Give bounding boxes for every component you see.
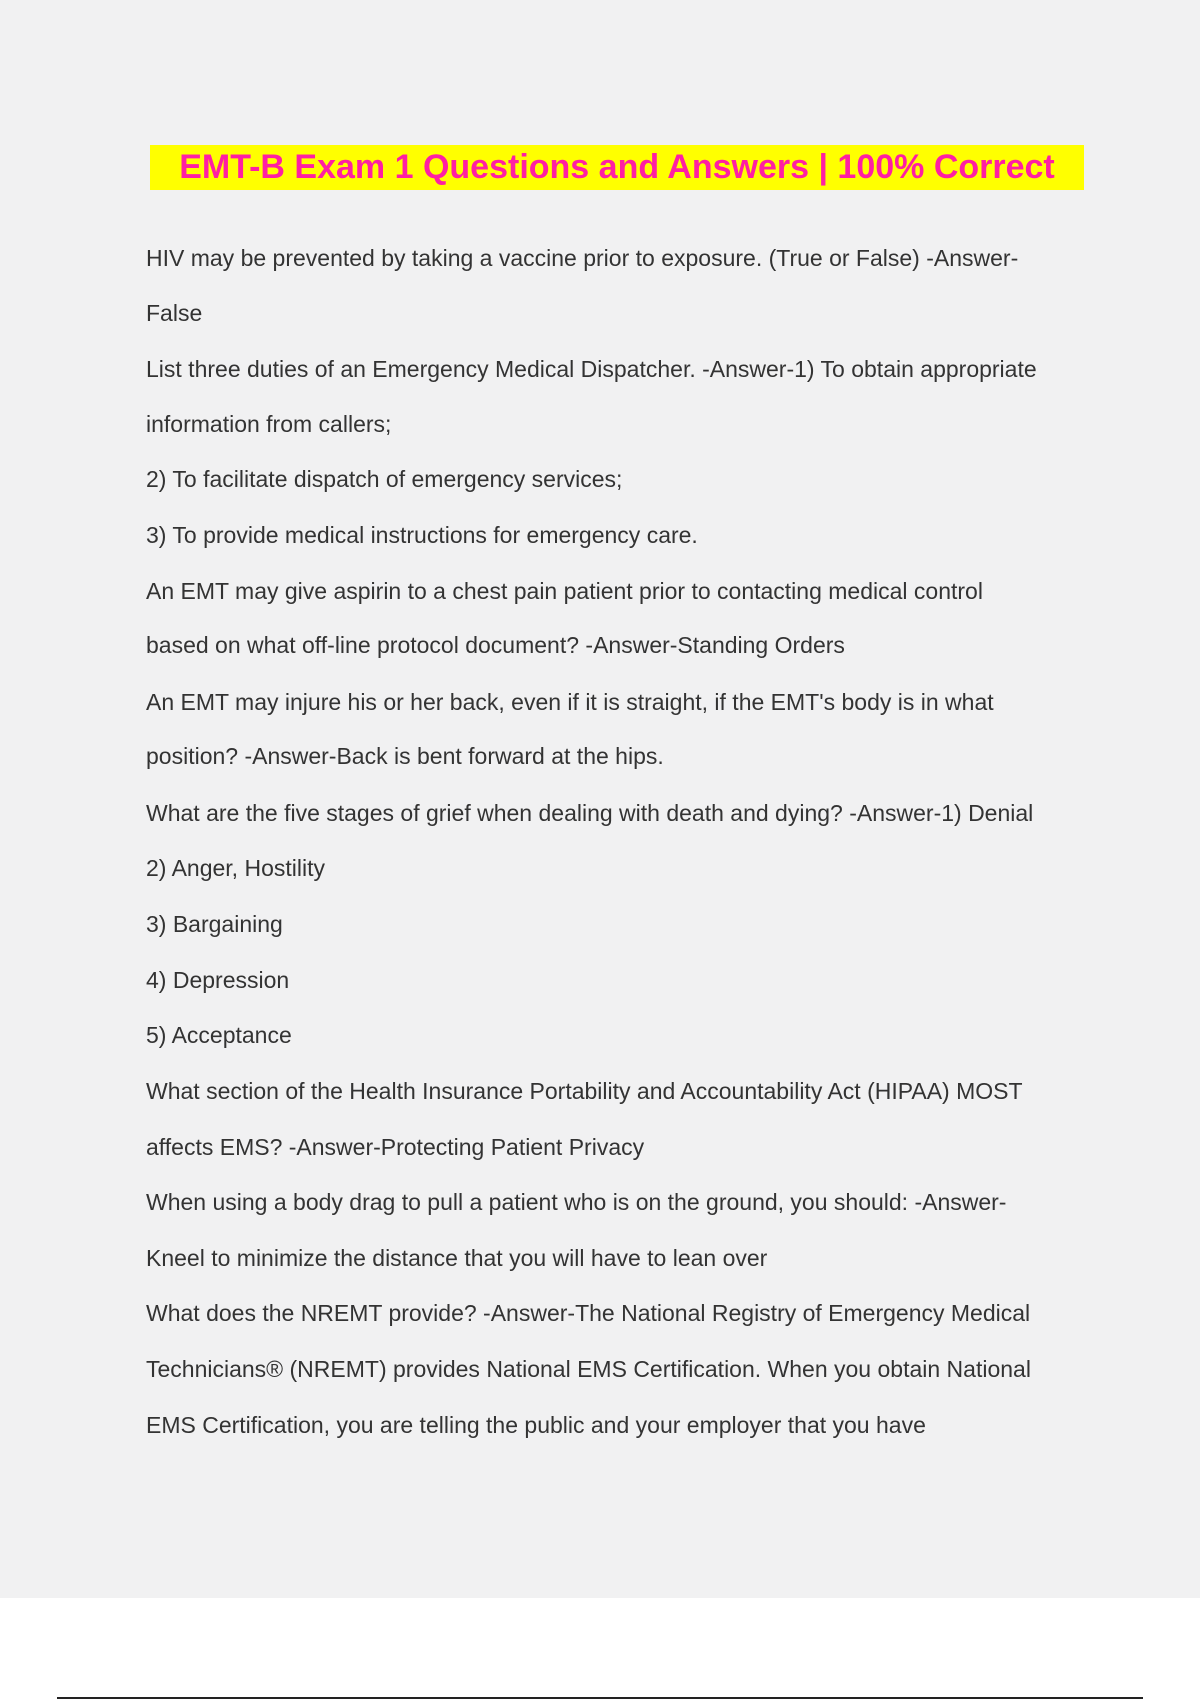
text-line: EMS Certification, you are telling the public and your employer that you have <box>146 1412 926 1438</box>
text-line: When using a body drag to pull a patient who is on the ground, you should: -Answer- <box>146 1189 1007 1215</box>
text-line: An EMT may injure his or her back, even if it is straight, if the EMT's body is in what <box>146 689 994 715</box>
text-line: 2) Anger, Hostility <box>146 855 325 881</box>
text-line: Technicians® (NREMT) provides National EMS Certification. When you obtain National <box>146 1356 1031 1382</box>
text-line: 2) To facilitate dispatch of emergency services; <box>146 466 623 492</box>
text-line: 5) Acceptance <box>146 1022 292 1048</box>
text-line: HIV may be prevented by taking a vaccine prior to exposure. (True or False) -Answer- <box>146 245 1019 271</box>
text-line: 3) To provide medical instructions for emergency care. <box>146 522 698 548</box>
title-highlight <box>150 145 1084 190</box>
text-line: An EMT may give aspirin to a chest pain patient prior to contacting medical control <box>146 578 983 604</box>
text-line: What are the five stages of grief when dealing with death and dying? -Answer-1) Denial <box>146 800 1034 826</box>
text-line: position? -Answer-Back is bent forward at the hips. <box>146 743 664 769</box>
footer-divider <box>57 1697 1143 1699</box>
text-line: What does the NREMT provide? -Answer-The National Registry of Emergency Medical <box>146 1300 1031 1326</box>
page-title: EMT-B Exam 1 Questions and Answers | 100% Correct <box>179 148 1055 186</box>
text-line: Kneel to minimize the distance that you will have to lean over <box>146 1245 768 1271</box>
text-line: information from callers; <box>146 411 392 437</box>
text-line: What section of the Health Insurance Portability and Accountability Act (HIPAA) MOST <box>146 1078 1023 1104</box>
text-line: 3) Bargaining <box>146 911 283 937</box>
text-line: 4) Depression <box>146 967 290 993</box>
text-line: affects EMS? -Answer-Protecting Patient Privacy <box>146 1134 645 1160</box>
text-line: based on what off-line protocol document? -Answer-Standing Orders <box>146 632 845 658</box>
text-line: List three duties of an Emergency Medical Dispatcher. -Answer-1) To obtain appropriate <box>146 356 1037 382</box>
text-line: False <box>146 300 203 326</box>
